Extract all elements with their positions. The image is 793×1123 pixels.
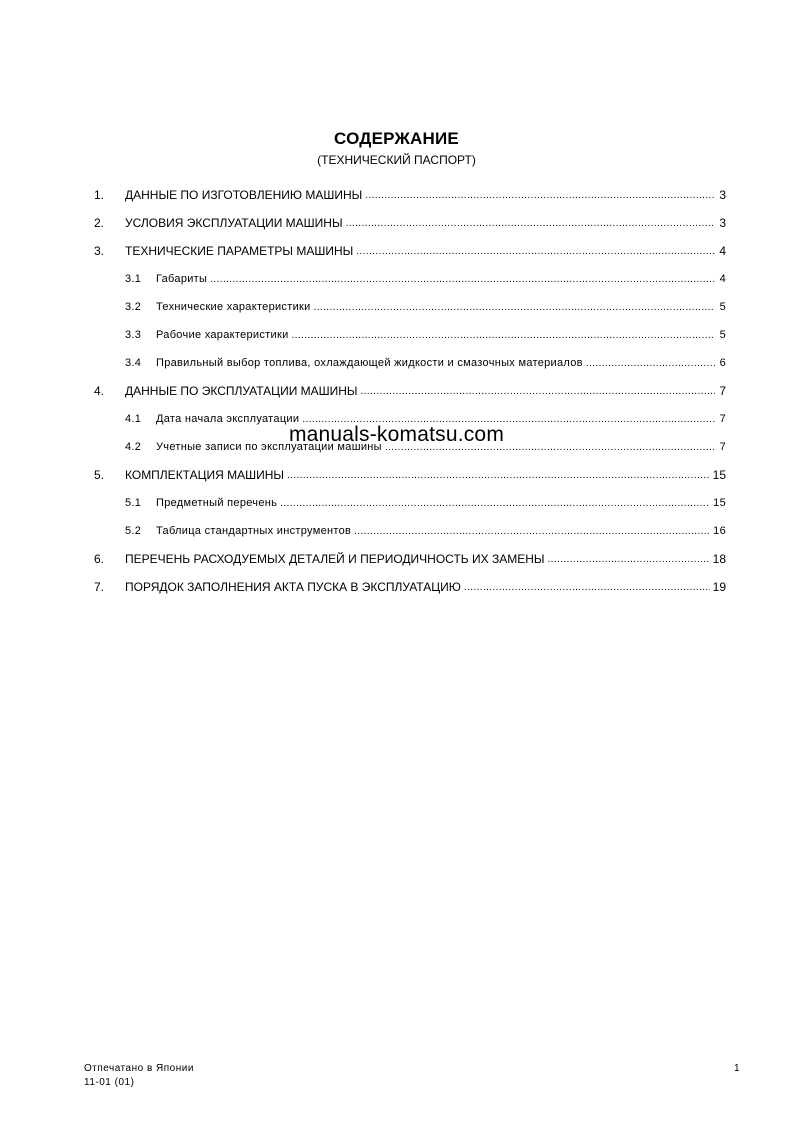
document-title: СОДЕРЖАНИЕ [334,129,459,148]
toc-entry-number: 4.2 [125,441,142,453]
toc-entry-page: 6 [719,357,726,369]
toc-entry-number: 3.4 [125,357,142,369]
toc-entry-label: КОМПЛЕКТАЦИЯ МАШИНЫ [125,468,285,482]
toc-entry-page: 3 [719,216,726,230]
toc-entry-number: 5.2 [125,525,142,537]
toc-entry-number: 5.1 [125,497,142,509]
toc-dot-leader [385,442,715,453]
toc-dot-leader [302,414,715,425]
toc-dot-leader [586,358,715,369]
toc-entry[interactable] [94,573,726,601]
toc-entry-label: ТЕХНИЧЕСКИЕ ПАРАМЕТРЫ МАШИНЫ [125,244,354,258]
toc-entry-label: Габариты [156,273,208,285]
toc-entry-page: 15 [713,497,726,509]
toc-entry-label: УСЛОВИЯ ЭКСПЛУАТАЦИИ МАШИНЫ [125,216,343,230]
toc-entry-page: 4 [719,273,726,285]
toc-entry-number: 7. [94,580,105,594]
toc-entry-label: Предметный перечень [156,497,278,509]
toc-entry-label: ПЕРЕЧЕНЬ РАСХОДУЕМЫХ ДЕТАЛЕЙ И ПЕРИОДИЧНОСТЬ ИХ ЗАМЕНЫ [125,552,545,566]
toc-entry[interactable] [94,377,726,405]
footer-printed-in: Отпечатано в Японии [84,1063,194,1074]
toc-entry-label: ПОРЯДОК ЗАПОЛНЕНИЯ АКТА ПУСКА В ЭКСПЛУАТАЦИЮ [125,580,461,594]
toc-dot-leader [314,302,715,313]
toc-entry-page: 18 [712,552,726,566]
footer-code: 11-01 (01) [84,1077,135,1088]
toc-entry-page: 16 [713,525,726,537]
toc-subentry[interactable] [94,265,726,293]
toc-dot-leader [547,554,709,565]
toc-entry-number: 3.1 [125,273,142,285]
toc-entry-number: 4. [94,384,105,398]
toc-entry[interactable] [94,461,726,489]
toc-entry[interactable] [94,545,726,573]
toc-entry[interactable] [94,237,726,265]
document-subtitle: (ТЕХНИЧЕСКИЙ ПАСПОРТ) [317,153,476,167]
toc-entry-page: 7 [719,441,726,453]
toc-entry-label: Учетные записи по эксплуатации машины [156,441,382,453]
toc-dot-leader [346,218,715,229]
watermark: manuals-komatsu.com [288,423,505,446]
toc-entry-label: ДАННЫЕ ПО ИЗГОТОВЛЕНИЮ МАШИНЫ [125,188,363,202]
toc-dot-leader [210,274,715,285]
toc-dot-leader [287,470,710,481]
toc-dot-leader [292,330,715,341]
toc-entry-label: ДАННЫЕ ПО ЭКСПЛУАТАЦИИ МАШИНЫ [125,384,358,398]
footer-info [84,1062,194,1090]
toc-entry[interactable] [94,209,726,237]
toc-entry-page: 7 [719,413,726,425]
toc-entry[interactable] [94,181,726,209]
toc-entry-page: 3 [719,188,726,202]
toc-dot-leader [365,190,715,201]
toc-entry-page: 15 [712,468,726,482]
toc-subentry[interactable] [94,517,726,545]
toc-dot-leader [361,386,715,397]
toc-entry-page: 5 [719,329,726,341]
toc-entry-number: 6. [94,552,105,566]
table-of-contents [94,181,726,601]
toc-entry-page: 5 [719,301,726,313]
toc-subentry[interactable] [94,293,726,321]
toc-entry-label: Технические характеристики [156,301,311,313]
toc-entry-number: 1. [94,188,105,202]
toc-entry-page: 19 [712,580,726,594]
toc-entry-page: 7 [719,384,726,398]
toc-subentry[interactable] [94,489,726,517]
toc-entry-label: Таблица стандартных инструментов [156,525,352,537]
toc-entry-label: Дата начала эксплуатации [156,413,300,425]
toc-entry-number: 3.2 [125,301,142,313]
toc-entry-number: 4.1 [125,413,142,425]
toc-subentry[interactable] [94,433,726,461]
toc-entry-number: 3.3 [125,329,142,341]
toc-entry-label: Правильный выбор топлива, охлаждающей жидкости и смазочных материалов [156,357,583,369]
toc-dot-leader [356,246,715,257]
toc-dot-leader [280,498,710,509]
toc-entry-number: 2. [94,216,105,230]
toc-subentry[interactable] [94,321,726,349]
toc-entry-label: Рабочие характеристики [156,329,289,341]
toc-subentry[interactable] [94,405,726,433]
toc-dot-leader [354,526,710,537]
toc-dot-leader [464,582,710,593]
toc-subentry[interactable] [94,349,726,377]
toc-entry-number: 3. [94,244,105,258]
toc-entry-number: 5. [94,468,105,482]
page-number: 1 [734,1063,740,1074]
toc-entry-page: 4 [719,244,726,258]
